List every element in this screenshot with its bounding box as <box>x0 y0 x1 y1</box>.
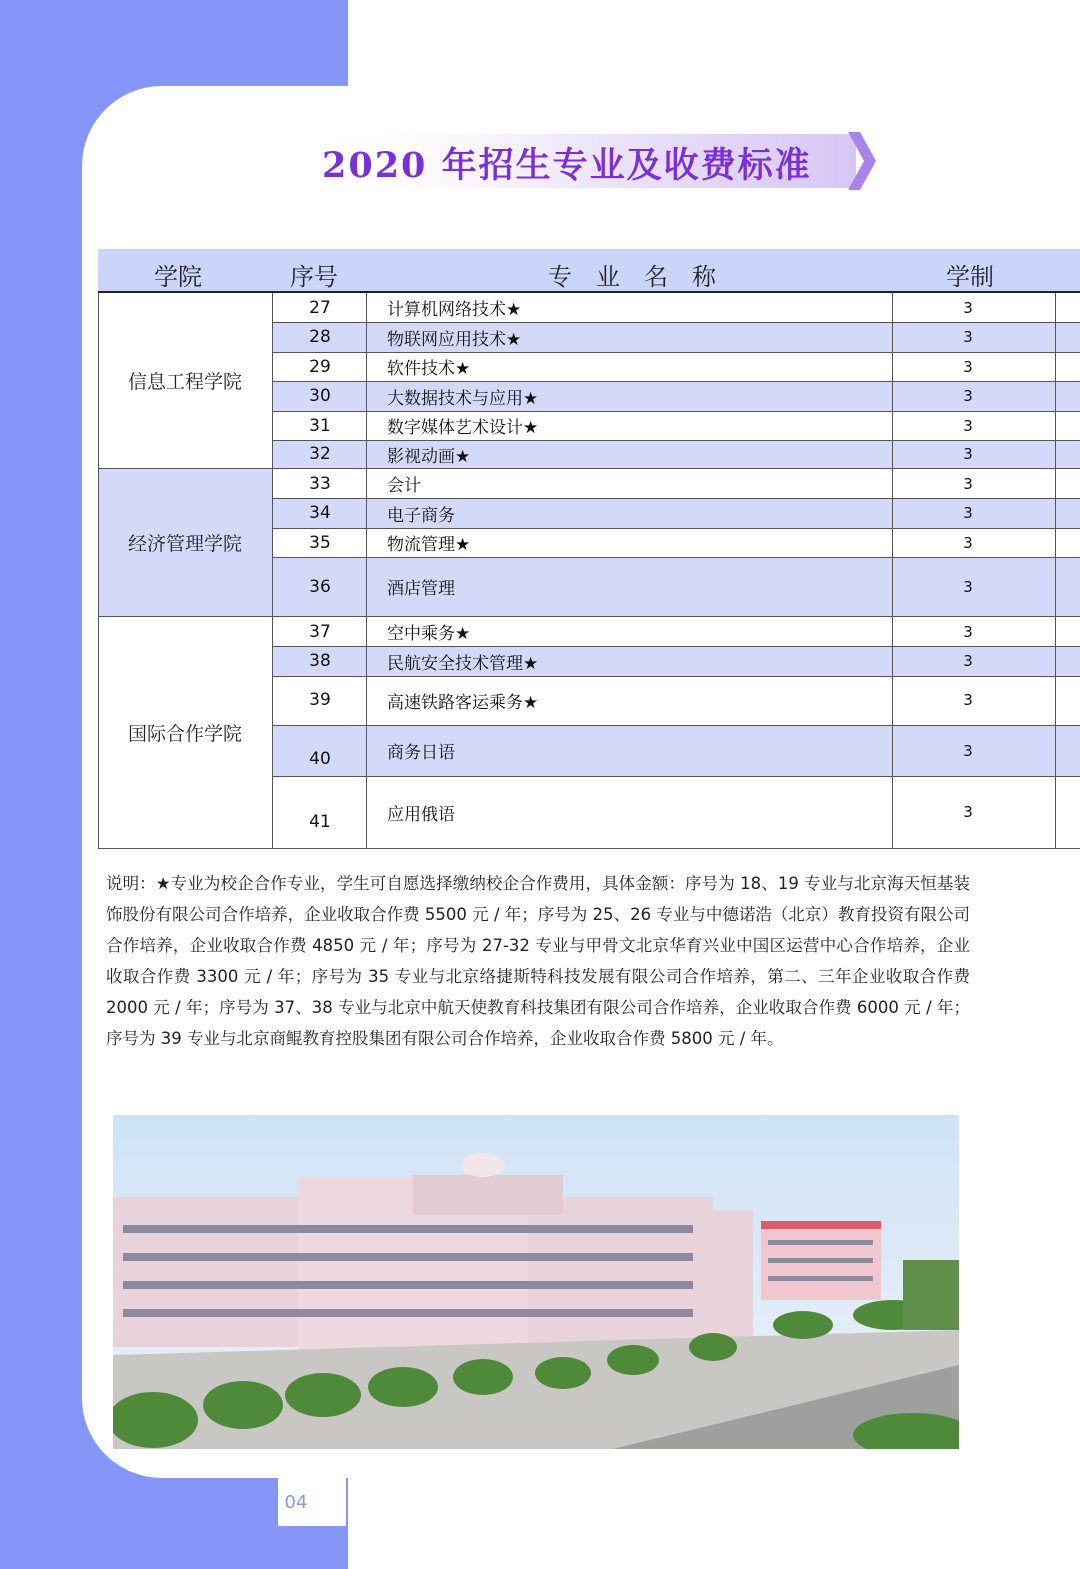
row-seq: 30 <box>309 386 331 406</box>
college-cell: 经济管理学院 <box>98 468 272 616</box>
table-row <box>273 676 1080 724</box>
row-seq: 33 <box>309 473 331 494</box>
table-row <box>273 381 1080 411</box>
row-major: 高速铁路客运乘务★ <box>387 692 539 713</box>
table-divider <box>892 293 893 848</box>
row-years: 3 <box>963 622 973 641</box>
row-divider <box>273 381 1080 382</box>
fee-note: 说明：★专业为校企合作专业，学生可自愿选择缴纳校企合作费用，具体金额：序号为 18、19 专业与北京海天恒基装饰股份有限公司合作培养，企业收取合作费 5500 元 / 年；序号为 25、26 专业与中德诺浩（北京）教育投资有限公司合作培养，企业收取合作费 4850 元 / 年；序号为 27-32 专业与甲骨文北京华育兴业中国区运营中心合作培养，企业收取合作费 3300 元 / 年；序号为 35 专业与北京络捷斯特科技发展有限公司合作培养，第二、三年企业收取合作费 2000 元 / 年；序号为 37、38 专业与北京中航天使教育科技集团有限公司合作培养，企业收取合作费 6000 元 / 年；序号为 39 专业与北京商鲲教育控股集团有限公司合作培养，企业收取合作费 5800 元 / 年。 <box>106 874 970 1048</box>
row-seq: 39 <box>309 690 331 710</box>
row-years: 3 <box>963 445 973 463</box>
header-years: 学制 <box>946 263 994 291</box>
table-row <box>273 725 1080 776</box>
row-years: 3 <box>963 652 973 670</box>
row-major: 影视动画★ <box>387 446 471 467</box>
header-major: 专 业 名 称 <box>548 263 716 291</box>
row-major: 物联网应用技术★ <box>387 329 522 350</box>
row-years: 3 <box>963 357 973 376</box>
table-border-left <box>98 293 99 848</box>
row-seq: 38 <box>309 651 331 671</box>
row-major: 酒店管理 <box>387 579 455 599</box>
row-divider <box>273 411 1080 412</box>
row-major: 商务日语 <box>387 743 455 763</box>
table-row <box>273 557 1080 616</box>
row-seq: 29 <box>309 356 331 377</box>
row-divider <box>273 322 1080 323</box>
row-divider <box>273 725 1080 726</box>
row-divider <box>273 528 1080 529</box>
row-years: 3 <box>963 328 973 346</box>
table-row <box>273 352 1080 381</box>
row-major: 大数据技术与应用★ <box>387 388 539 409</box>
row-years: 3 <box>963 504 973 522</box>
header-college: 学院 <box>154 263 202 291</box>
group-divider <box>98 616 1080 617</box>
row-seq: 35 <box>309 532 331 553</box>
row-seq: 27 <box>309 297 331 318</box>
row-major: 应用俄语 <box>387 804 455 825</box>
group-divider <box>98 468 1080 469</box>
row-divider <box>273 676 1080 677</box>
row-divider <box>273 557 1080 558</box>
campus-photo <box>113 1115 959 1449</box>
row-major: 数字媒体艺术设计★ <box>387 418 539 438</box>
row-seq: 41 <box>309 812 331 832</box>
row-seq: 37 <box>309 621 331 642</box>
table-divider <box>1055 293 1056 848</box>
row-major: 电子商务 <box>387 505 455 526</box>
row-major: 民航安全技术管理★ <box>387 653 539 674</box>
row-divider <box>273 776 1080 777</box>
row-years: 3 <box>963 803 973 821</box>
table-row <box>273 646 1080 676</box>
row-major: 空中乘务★ <box>387 624 471 644</box>
table-header <box>98 249 1080 293</box>
row-divider <box>273 352 1080 353</box>
row-seq: 31 <box>309 415 331 436</box>
page-title: 2020 年招生专业及收费标准 <box>322 145 812 186</box>
table-row <box>273 498 1080 528</box>
table-row <box>273 617 1080 646</box>
row-seq: 40 <box>309 748 331 769</box>
row-years: 3 <box>963 533 973 552</box>
row-seq: 34 <box>309 503 331 523</box>
row-seq: 32 <box>309 444 331 464</box>
table-row <box>273 322 1080 352</box>
header-seq: 序号 <box>290 263 338 291</box>
page-number: 04 <box>284 1491 308 1513</box>
table-border-bottom <box>98 848 1080 849</box>
college-cell: 国际合作学院 <box>127 723 242 745</box>
row-years: 3 <box>963 691 973 709</box>
row-years: 3 <box>963 577 973 596</box>
table-row <box>273 293 1080 322</box>
row-major: 会计 <box>387 476 421 496</box>
row-major: 计算机网络技术★ <box>387 300 522 320</box>
row-years: 3 <box>963 387 973 405</box>
row-years: 3 <box>963 741 973 760</box>
table-row <box>273 776 1080 848</box>
row-divider <box>273 646 1080 647</box>
row-divider <box>273 498 1080 499</box>
college-cell: 信息工程学院 <box>127 370 242 393</box>
row-seq: 28 <box>309 327 331 347</box>
table-divider <box>272 293 273 848</box>
table-divider <box>366 293 367 848</box>
table-row <box>273 528 1080 557</box>
table-row <box>273 469 1080 498</box>
table-row <box>273 411 1080 440</box>
row-major: 物流管理★ <box>387 535 471 555</box>
row-years: 3 <box>963 416 973 435</box>
row-major: 软件技术★ <box>387 359 471 379</box>
row-seq: 36 <box>309 576 331 597</box>
row-years: 3 <box>963 298 973 317</box>
row-divider <box>273 440 1080 441</box>
table-row <box>273 440 1080 468</box>
row-years: 3 <box>963 474 973 493</box>
